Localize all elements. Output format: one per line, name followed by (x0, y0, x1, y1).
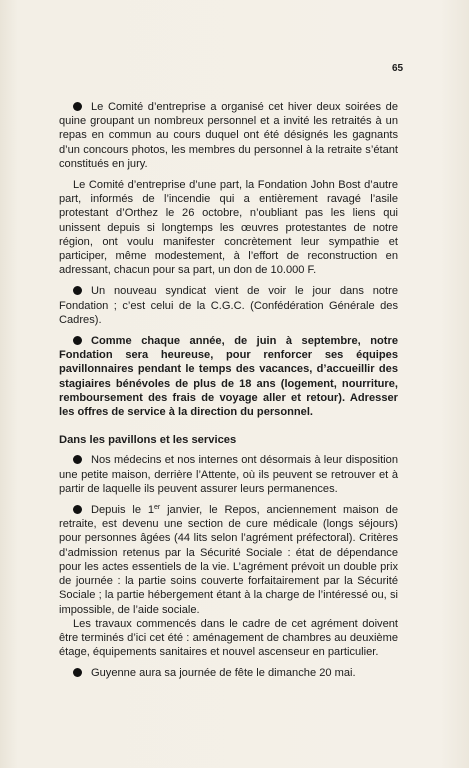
paragraph-text-start: Depuis le 1 (91, 504, 155, 517)
paragraph-text: Le Comité d’entreprise d’une part, la Fondation John Bost d’autre part, informés de l’incendie qui a entièrement ravagé l’asile protestant d’Orthez le 26 octobre, n’oubliant pas les liens qui unissent depuis si longtemps les œuvres protestantes de notre région, ont voulu manifester concrètement leur sympathie et participer, même modestement, à l’effort de reconstruction en adressant, chacun pour sa part, un don de 10.000 F. (59, 179, 398, 277)
bullet-icon (73, 286, 82, 295)
bullet-icon (73, 455, 82, 464)
paragraph-text: Le Comité d’entreprise a organisé cet hiver deux soirées de quine groupant un nombreux personnel et a invité les retraités à un repas en commun au cours duquel ont été désignés les gagnants d’un concours photos, les membres du personnel à la retraite s’étant constitués en jury. (59, 101, 398, 170)
paragraph-text: Un nouveau syndicat vient de voir le jour dans notre Fondation ; c’est celui de la C.G.C. (Confédération Générale des Cadres). (59, 285, 398, 326)
bullet-icon (73, 102, 82, 111)
paragraph-text: Nos médecins et nos internes ont désormais à leur disposition une petite maison, derrière l’Attente, où ils peuvent se retrouver et à partir de laquelle ils peuvent assurer leurs permanences. (59, 454, 398, 495)
bullet-icon (73, 336, 82, 345)
paragraph-text: Guyenne aura sa journée de fête le dimanche 20 mai. (91, 667, 356, 680)
paragraph-text-end: janvier, le Repos, anciennement maison de retraite, est devenu une section de cure médicale (longs séjours) pour personnes âgées (44 lits selon l’agrément préfectoral). Critères d’admission retenus par la Sécurité Sociale : état de dépendance pour les actes essentiels de la vie. L’agrément prévoit un double prix de journée : la partie soins couverte forfaitairement par la Sécurité Sociale ; la partie hébergement étant à la charge de l’intéressé ou, si impossible, de l’aide sociale. (59, 504, 398, 616)
superscript: er (154, 504, 161, 512)
paragraph-2 (59, 178, 398, 277)
news-paragraphs (59, 100, 398, 419)
paragraph-medecins (59, 453, 398, 496)
paragraph-text: Les travaux commencés dans le cadre de cet agrément doivent être terminés d’ici cet été : aménagement de chambres au deuxième étage, équipements sanitaires et nouvel ascenseur en particulier. (59, 617, 398, 659)
paragraph-text: Comme chaque année, de juin à septembre, notre Fondation sera heureuse, pour renforcer ses équipes pavillonnaires pendant le temps des vacances, d’accueillir des stagiaires bénévoles de plus de 18 ans (logement, nourriture, remboursement des frais de voyage aller et retour). Adresser les offres de service à la direction du personnel. (59, 335, 398, 419)
paragraph-3 (59, 284, 398, 327)
bullet-icon (73, 668, 82, 677)
page-number: 65 (392, 63, 404, 74)
page-content (59, 100, 398, 688)
paragraph-travaux (59, 617, 398, 660)
paragraph-4 (59, 334, 398, 419)
bullet-icon (73, 505, 82, 514)
paragraph-1 (59, 100, 398, 171)
paragraph-repos (59, 503, 398, 617)
paragraph-guyenne (59, 666, 398, 680)
section-heading: Dans les pavillons et les services (59, 434, 237, 447)
